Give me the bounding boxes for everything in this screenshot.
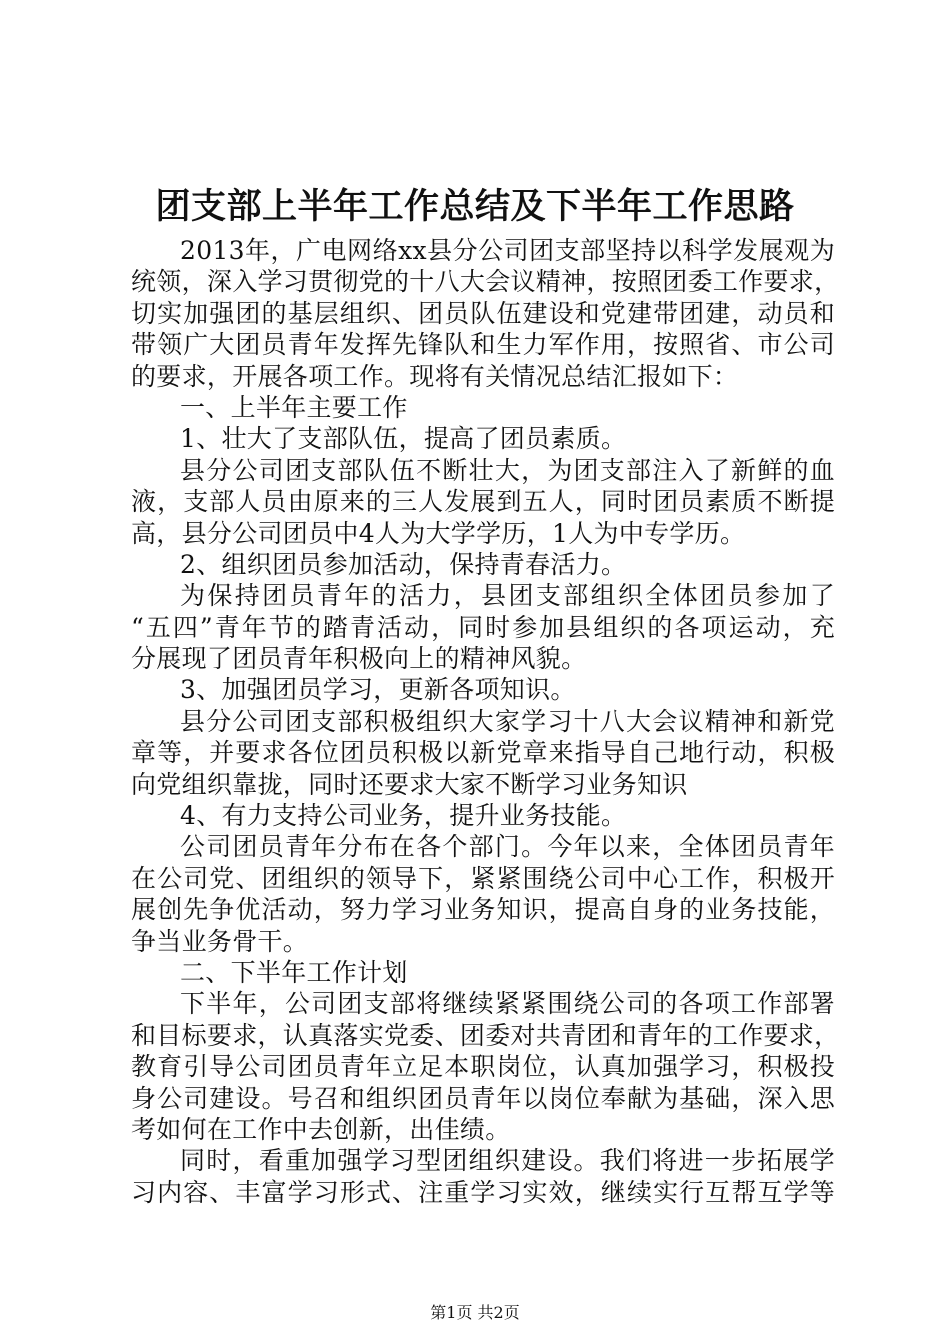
paragraph-line: 章等，并要求各位团员积极以新党章来指导自己地行动，积极 xyxy=(131,738,835,768)
paragraph-line: 习内容、丰富学习形式、注重学习实效，继续实行互帮互学等 xyxy=(131,1177,835,1207)
paragraph-line: 教育引导公司团员青年立足本职岗位，认真加强学习，积极投 xyxy=(131,1052,835,1082)
paragraph-line: 分展现了团员青年积极向上的精神风貌。 xyxy=(131,644,587,674)
subsection-heading: 2、组织团员参加活动，保持青春活力。 xyxy=(180,549,627,579)
page-footer: 第1页 共2页 xyxy=(430,1303,520,1322)
paragraph-line: 县分公司团支部队伍不断壮大，为团支部注入了新鲜的血 xyxy=(180,455,835,485)
paragraph-line: 液，支部人员由原来的三人发展到五人，同时团员素质不断提 xyxy=(131,487,835,517)
subsection-heading: 4、有力支持公司业务，提升业务技能。 xyxy=(180,801,627,831)
paragraph-line: 2013年，广电网络xx县分公司团支部坚持以科学发展观为 xyxy=(180,236,835,265)
paragraph-line: 身公司建设。号召和组织团员青年以岗位奉献为基础，深入思 xyxy=(131,1083,835,1113)
paragraph-line: 统领，深入学习贯彻党的十八大会议精神，按照团委工作要求， xyxy=(131,267,840,297)
subsection-heading: 1、壮大了支部队伍，提高了团员素质。 xyxy=(180,424,627,454)
paragraph-line: 和目标要求，认真落实党委、团委对共青团和青年的工作要求， xyxy=(131,1020,840,1050)
paragraph-line: 的要求，开展各项工作。现将有关情况总结汇报如下： xyxy=(131,361,739,391)
paragraph-line: 切实加强团的基层组织、团员队伍建设和党建带团建，动员和 xyxy=(131,298,835,328)
paragraph-line: 县分公司团支部积极组织大家学习十八大会议精神和新党 xyxy=(180,706,835,736)
section-heading: 二、下半年工作计划 xyxy=(180,957,408,987)
paragraph-line: 向党组织靠拢，同时还要求大家不断学习业务知识 xyxy=(131,769,688,799)
document-body xyxy=(131,235,840,1208)
paragraph-line: 高，县分公司团员中4人为大学学历，1人为中专学历。 xyxy=(131,518,746,548)
paragraph-line: “五四”青年节的踏青活动，同时参加县组织的各项运动，充 xyxy=(131,612,835,642)
paragraph-line: 在公司党、团组织的领导下，紧紧围绕公司中心工作，积极开 xyxy=(131,863,835,893)
paragraph-line: 考如何在工作中去创新，出佳绩。 xyxy=(131,1114,511,1144)
paragraph-line: 公司团员青年分布在各个部门。今年以来，全体团员青年 xyxy=(180,832,835,862)
paragraph-line: 下半年，公司团支部将继续紧紧围绕公司的各项工作部署 xyxy=(180,989,835,1019)
document-title: 团支部上半年工作总结及下半年工作思路 xyxy=(155,186,795,227)
paragraph-line: 带领广大团员青年发挥先锋队和生力军作用，按照省、市公司 xyxy=(131,330,835,360)
section-heading: 一、上半年主要工作 xyxy=(180,392,408,422)
paragraph-line: 为保持团员青年的活力，县团支部组织全体团员参加了 xyxy=(180,581,835,611)
paragraph-line: 展创先争优活动，努力学习业务知识，提高自身的业务技能， xyxy=(131,895,835,925)
paragraph-line: 争当业务骨干。 xyxy=(131,926,309,956)
subsection-heading: 3、加强团员学习，更新各项知识。 xyxy=(180,675,576,705)
paragraph-line: 同时，看重加强学习型团组织建设。我们将进一步拓展学 xyxy=(180,1146,835,1176)
